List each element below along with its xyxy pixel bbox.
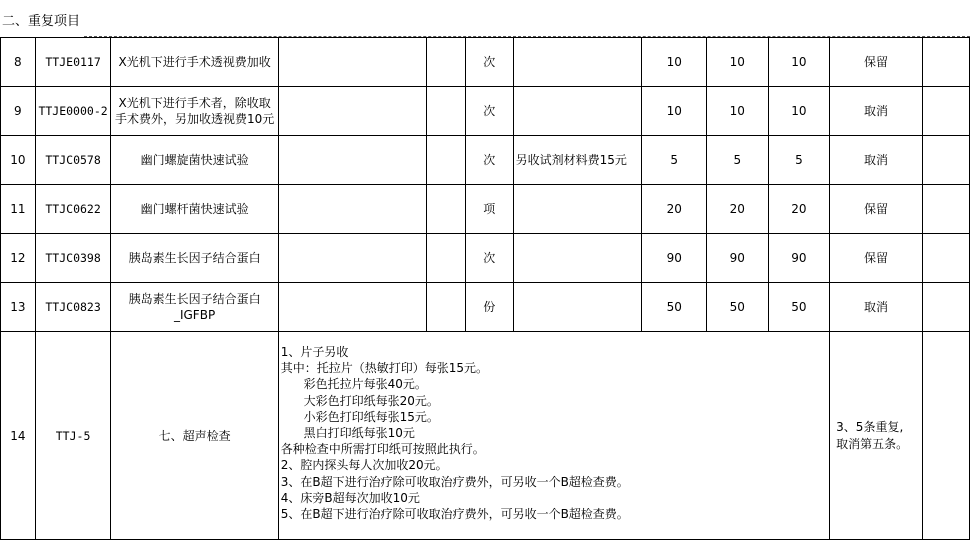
price-1: 50 [642,283,707,332]
note-cell [513,38,642,87]
item-name: X光机下进行手术者，除收取手术费外，另加收透视费10元 [111,87,278,136]
empty-cell [427,283,466,332]
note-line: 大彩色打印纸每张20元。 [280,393,439,408]
price-2: 90 [707,234,769,283]
price-1: 10 [642,87,707,136]
price-3: 90 [768,234,830,283]
note-cell: 另收试剂材料费15元 [513,136,642,185]
empty-cell [922,185,969,234]
note-line: 2、腔内探头每人次加收20元。 [280,458,448,473]
empty-cell [278,87,427,136]
status-cell: 取消 [830,136,923,185]
unit-cell: 次 [465,87,513,136]
row-number: 8 [1,38,36,87]
status-cell: 取消 [830,87,923,136]
table-row [1,136,970,185]
note-line: 1、片子另收 [280,345,349,359]
note-line: 3、在B超下进行治疗除可收取治疗费外，可另收一个B超检查费。 [280,474,629,489]
row-number: 10 [1,136,36,185]
status-line: 取消第五条。 [836,436,909,451]
status-cell: 取消 [830,283,923,332]
item-name: 胰岛素生长因子结合蛋白_IGFBP [111,283,278,332]
empty-cell [922,87,969,136]
item-name: X光机下进行手术透视费加收 [111,38,278,87]
row-number: 14 [1,332,36,540]
empty-cell [278,136,427,185]
row-number: 9 [1,87,36,136]
status-cell: 保留 [830,234,923,283]
item-code: TTJC0578 [35,136,111,185]
row-number: 11 [1,185,36,234]
unit-cell: 项 [465,185,513,234]
empty-cell [922,283,969,332]
note-cell [513,283,642,332]
item-code: TTJE0117 [35,38,111,87]
empty-cell [427,136,466,185]
price-2: 50 [707,283,769,332]
price-2: 5 [707,136,769,185]
empty-cell [922,38,969,87]
note-cell [513,87,642,136]
note-line: 黑白打印纸每张10元 [280,426,415,441]
empty-cell [278,283,427,332]
items-table [0,37,970,540]
note-cell [513,185,642,234]
empty-cell [427,87,466,136]
empty-cell [922,234,969,283]
note-line: 彩色托拉片每张40元。 [280,377,427,392]
price-3: 50 [768,283,830,332]
empty-cell [278,234,427,283]
section-title: 二、重复项目 [2,14,81,29]
row-number: 12 [1,234,36,283]
note-line: 5、在B超下进行治疗除可收取治疗费外，可另收一个B超检查费。 [280,507,629,522]
price-3: 10 [768,87,830,136]
notes-cell [278,332,829,540]
unit-cell: 份 [465,283,513,332]
note-line: 4、床旁B超每次加收10元 [280,490,420,505]
table-row [1,87,970,136]
table-row [1,332,970,540]
item-name: 幽门螺旋菌快速试验 [111,136,278,185]
empty-cell [278,185,427,234]
price-1: 5 [642,136,707,185]
status-cell: 保留 [830,38,923,87]
item-code: TTJ-5 [35,332,111,540]
price-2: 20 [707,185,769,234]
note-line: 小彩色打印纸每张15元。 [280,409,439,424]
empty-cell [922,332,969,540]
note-line: 各种检查中所需打印纸可按照此执行。 [280,442,485,457]
item-name: 胰岛素生长因子结合蛋白 [111,234,278,283]
item-code: TTJC0823 [35,283,111,332]
price-2: 10 [707,38,769,87]
item-code: TTJC0622 [35,185,111,234]
table-row [1,234,970,283]
price-1: 90 [642,234,707,283]
row-number: 13 [1,283,36,332]
table-row [1,283,970,332]
item-code: TTJE0000-2 [35,87,111,136]
table-row [1,185,970,234]
status-line: 3、5条重复, [836,420,904,435]
price-1: 10 [642,38,707,87]
item-name: 七、超声检查 [111,332,278,540]
empty-cell [427,234,466,283]
empty-cell [922,136,969,185]
price-3: 10 [768,38,830,87]
price-2: 10 [707,87,769,136]
note-cell [513,234,642,283]
empty-cell [427,38,466,87]
note-line: 其中：托拉片（热敏打印）每张15元。 [280,361,488,376]
item-name: 幽门螺杆菌快速试验 [111,185,278,234]
price-3: 5 [768,136,830,185]
unit-cell: 次 [465,234,513,283]
status-cell: 保留 [830,185,923,234]
empty-cell [278,38,427,87]
unit-cell: 次 [465,136,513,185]
status-cell [830,332,923,540]
price-1: 20 [642,185,707,234]
table-row [1,38,970,87]
unit-cell: 次 [465,38,513,87]
empty-cell [427,185,466,234]
price-3: 20 [768,185,830,234]
item-code: TTJC0398 [35,234,111,283]
